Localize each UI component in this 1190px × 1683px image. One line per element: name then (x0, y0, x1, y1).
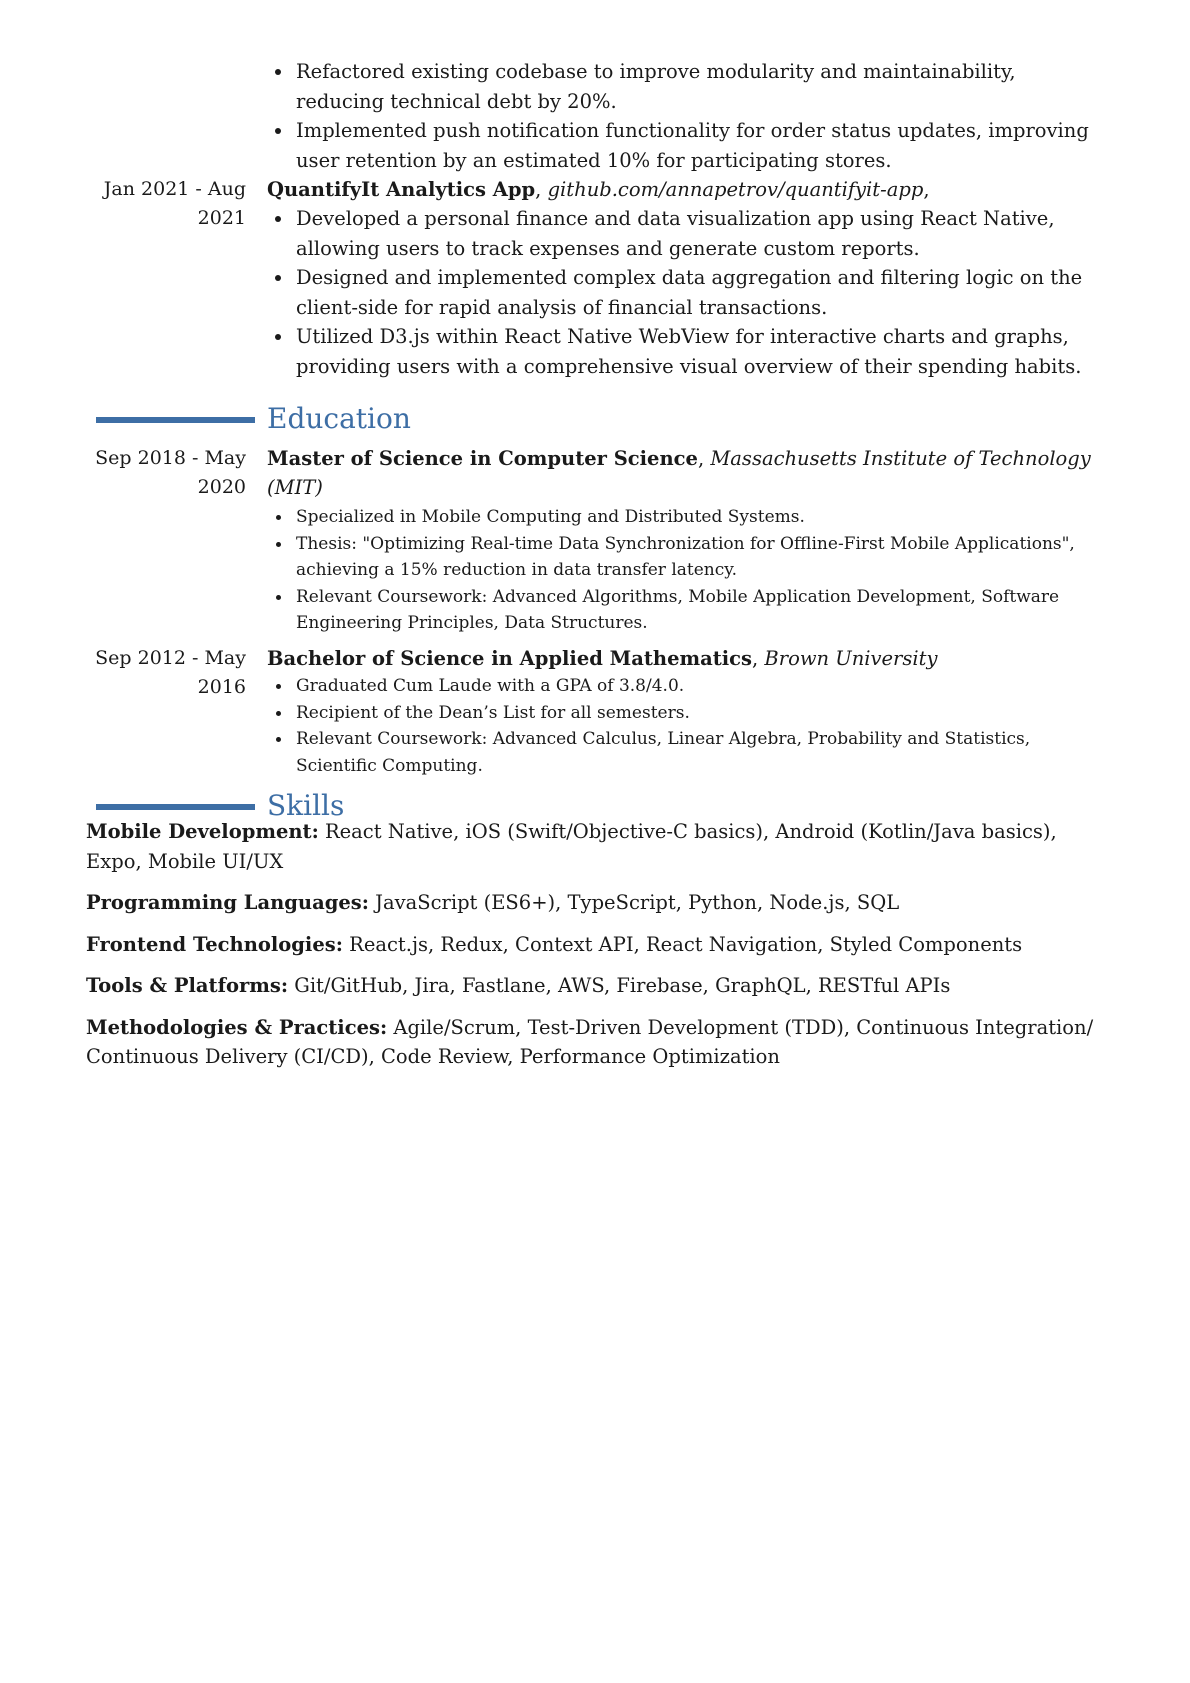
skill-label: Methodologies & Practices: (86, 1015, 388, 1039)
entry-title-line (267, 444, 1102, 502)
education-section-header (0, 401, 1190, 441)
entry-date: Sep 2018 - May 2020 (95, 447, 246, 498)
bullet-item: Thesis: "Optimizing Real-time Data Synchronization for Offline-First Mobile Applications", achieving a 15% reduction in data transfer latency. (267, 531, 1102, 584)
title-separator: , (535, 178, 548, 201)
skill-value: JavaScript (ES6+), TypeScript, Python, Node.js, SQL (368, 891, 900, 914)
section-accent-bar (96, 804, 255, 810)
bullet-item: Specialized in Mobile Computing and Distributed Systems. (267, 504, 1102, 531)
education-bullets (267, 504, 1102, 637)
experience-continued-bullets (267, 57, 1102, 175)
bullet-item: Utilized D3.js within React Native WebView for interactive charts and graphs, providing users with a comprehensive visual overview of their spending habits. (267, 322, 1102, 381)
entry-date: Jan 2021 - Aug 2021 (103, 178, 246, 229)
institution: Massachusetts Institute of Technology (MIT) (267, 447, 1091, 499)
skill-label: Mobile Development: (86, 820, 319, 843)
skill-value: React Native, iOS (Swift/Objective-C basics), Android (Kotlin/Java basics), Expo, Mobile UI/UX (86, 820, 1057, 873)
entry-title-line (267, 644, 1102, 673)
bullet-item: Relevant Coursework: Advanced Algorithms, Mobile Application Development, Software Engineering Principles, Data Structures. (267, 584, 1102, 637)
skill-value: Git/GitHub, Jira, Fastlane, AWS, Firebase, GraphQL, RESTful APIs (288, 974, 951, 997)
bullet-item: Implemented push notification functionality for order status updates, improving user retention by an estimated 10% for participating stores. (267, 116, 1102, 175)
skill-value: React.js, Redux, Context API, React Navigation, Styled Components (342, 932, 1023, 956)
project-bullets (267, 204, 1102, 381)
bullet-item: Developed a personal finance and data visualization app using React Native, allowing users to track expenses and generate custom reports. (267, 204, 1102, 263)
entry-date: Sep 2012 - May 2016 (95, 647, 246, 698)
project-title: QuantifyIt Analytics App (267, 178, 536, 201)
entry-title-line (267, 175, 1102, 204)
skill-item (86, 817, 1116, 876)
degree: Master of Science in Computer Science (267, 447, 698, 470)
bullet-item: Designed and implemented complex data aggregation and filtering logic on the client-side for rapid analysis of financial transactions. (267, 263, 1102, 322)
skill-item (86, 971, 1116, 1001)
title-separator: , (697, 447, 711, 470)
section-title: Skills (267, 789, 345, 822)
skill-label: Programming Languages: (86, 891, 369, 914)
institution: Brown University (764, 647, 938, 670)
degree: Bachelor of Science in Applied Mathematics (267, 647, 753, 670)
skill-item (86, 1013, 1116, 1072)
skill-item (86, 888, 1116, 918)
skill-label: Tools & Platforms: (86, 974, 289, 997)
project-link[interactable]: github.com/annapetrov/quantifyit-app (547, 178, 924, 201)
bullet-item: Recipient of the Dean’s List for all semesters. (267, 700, 1102, 727)
education-bullets (267, 673, 1102, 779)
title-separator: , (752, 647, 765, 670)
bullet-item: Refactored existing codebase to improve modularity and maintainability, reducing technical debt by 20%. (267, 57, 1102, 116)
section-accent-bar (96, 417, 255, 423)
bullet-item: Graduated Cum Laude with a GPA of 3.8/4.0. (267, 673, 1102, 700)
skill-label: Frontend Technologies: (86, 932, 343, 956)
title-trailing: , (923, 178, 930, 201)
skill-item (86, 930, 1116, 960)
bullet-item: Relevant Coursework: Advanced Calculus, Linear Algebra, Probability and Statistics, Scientific Computing. (267, 726, 1102, 779)
skill-value: Agile/Scrum, Test-Driven Development (TDD), Continuous Integration/ Continuous Delivery (CI/CD), Code Review, Performance Optimization (86, 1015, 1094, 1068)
section-title: Education (267, 402, 411, 435)
skills-list (86, 817, 1116, 1084)
